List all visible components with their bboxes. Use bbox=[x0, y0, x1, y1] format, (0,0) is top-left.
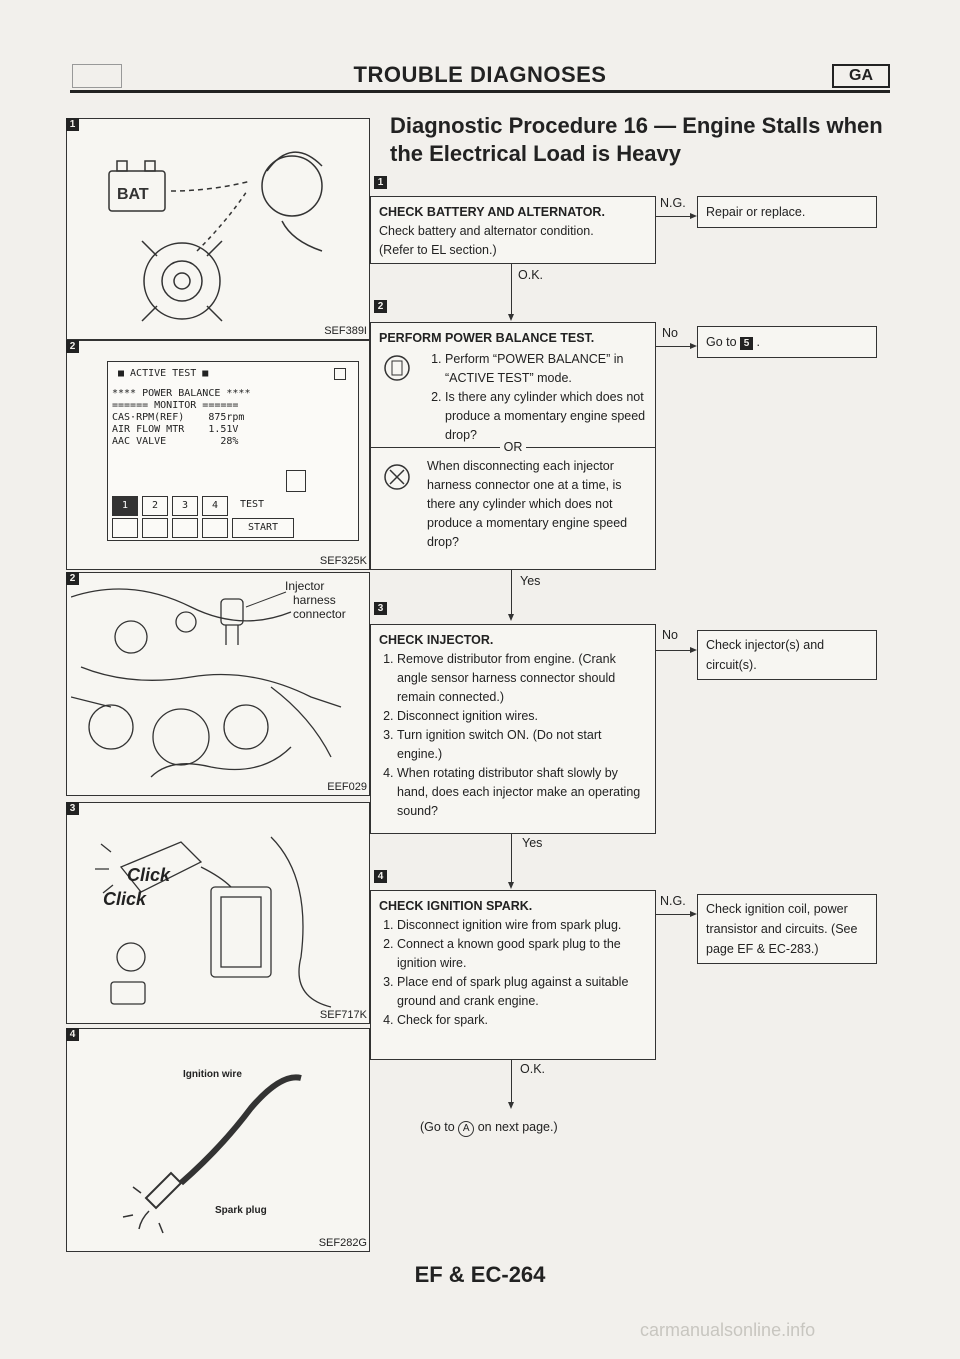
label-ignition-wire: Ignition wire bbox=[183, 1069, 242, 1080]
step2-box bbox=[370, 322, 656, 570]
figure-code: SEF325K bbox=[319, 555, 367, 567]
next-prefix: (Go to bbox=[420, 1120, 455, 1134]
arrow-down bbox=[508, 314, 514, 321]
step3-heading: CHECK INJECTOR. bbox=[379, 633, 494, 647]
page-title: Diagnostic Procedure 16 — Engine Stalls when the Electrical Load is Heavy bbox=[390, 113, 883, 166]
arrow-right bbox=[690, 213, 697, 219]
section-badge: GA bbox=[832, 64, 890, 88]
next-ref-circle: A bbox=[458, 1121, 474, 1137]
svg-text:BAT: BAT bbox=[117, 186, 149, 203]
click-label-2: Click bbox=[103, 889, 147, 909]
key-4: 4 bbox=[202, 496, 228, 516]
distributor-illustration bbox=[71, 807, 361, 1017]
figure-code: EEF029 bbox=[327, 781, 367, 793]
step-number: 2 bbox=[374, 300, 387, 313]
page-number: EF & EC-264 bbox=[414, 1262, 546, 1287]
step2-alt: When disconnecting each injector harness connector one at a time, is there any cylinder which does not produce a momentary engine speed drop? bbox=[427, 459, 628, 549]
step-number: 4 bbox=[374, 870, 387, 883]
start-key: START bbox=[232, 518, 294, 538]
step3-result-box: Check injector(s) and circuit(s). bbox=[697, 630, 877, 680]
step4-ok-label: O.K. bbox=[520, 1062, 546, 1076]
arrow-right bbox=[690, 647, 697, 653]
connector-line bbox=[656, 914, 692, 915]
connector-line bbox=[511, 1060, 512, 1104]
key-3: 3 bbox=[172, 496, 198, 516]
screen-line: AIR FLOW MTR 1.51V bbox=[112, 424, 239, 435]
step2-item: 1. Perform “POWER BALANCE” in “ACTIVE TEST” mode. bbox=[445, 350, 647, 388]
step3-item: 2. Disconnect ignition wires. bbox=[397, 707, 647, 726]
click-label-1: Click bbox=[127, 865, 171, 885]
blank-key bbox=[112, 518, 138, 538]
step4-result-box: Check ignition coil, power transistor and circuits. (See page EF & EC-283.) bbox=[697, 894, 877, 964]
arrow-right bbox=[690, 911, 697, 917]
step3-no-label: No bbox=[662, 628, 678, 642]
next-page-note bbox=[420, 1120, 620, 1137]
step2-no-label: No bbox=[662, 326, 678, 340]
step1-line: (Refer to EL section.) bbox=[379, 243, 497, 257]
step4-heading: CHECK IGNITION SPARK. bbox=[379, 899, 533, 913]
figure-panel-5 bbox=[66, 1028, 370, 1252]
step1-heading: CHECK BATTERY AND ALTERNATOR. bbox=[379, 205, 605, 219]
step3-box bbox=[370, 624, 656, 834]
step2-result-prefix: Go to bbox=[706, 335, 737, 349]
blank-key bbox=[172, 518, 198, 538]
step-number: 3 bbox=[66, 802, 79, 815]
no-tools-icon bbox=[383, 463, 411, 491]
next-suffix: on next page.) bbox=[477, 1120, 558, 1134]
arrow-down bbox=[508, 614, 514, 621]
step3-item: 3. Turn ignition switch ON. (Do not start engine.) bbox=[397, 726, 647, 764]
step-number: 3 bbox=[374, 602, 387, 615]
screen-line: ====== MONITOR ====== bbox=[112, 400, 239, 411]
figure-panel-2 bbox=[66, 340, 370, 570]
step-number: 2 bbox=[66, 340, 79, 353]
step2-yes-label: Yes bbox=[520, 574, 541, 588]
key-1: 1 bbox=[112, 496, 138, 516]
arrow-down bbox=[508, 882, 514, 889]
step4-box bbox=[370, 890, 656, 1060]
consult-icon bbox=[383, 354, 411, 382]
figure-panel-4 bbox=[66, 802, 370, 1024]
arrow-right bbox=[690, 343, 697, 349]
step1-box bbox=[370, 196, 656, 264]
step-number: 4 bbox=[66, 1028, 79, 1041]
step1-ng-label: N.G. bbox=[660, 196, 686, 210]
test-key: TEST bbox=[239, 499, 265, 510]
step2-item: 2. Is there any cylinder which does not produce a momentary engine speed drop? bbox=[445, 388, 647, 445]
step4-ng-label: N.G. bbox=[660, 894, 686, 908]
step1-result-box: Repair or replace. bbox=[697, 196, 877, 228]
header-rule bbox=[70, 90, 890, 93]
watermark: carmanualsonline.info bbox=[640, 1320, 816, 1340]
step-number: 2 bbox=[66, 572, 79, 585]
step1-ok-label: O.K. bbox=[518, 268, 544, 282]
connector-line bbox=[656, 650, 692, 651]
figure-panel-3 bbox=[66, 572, 370, 796]
consult-screen bbox=[107, 361, 359, 541]
step-number: 1 bbox=[66, 118, 79, 131]
step1-line: Check battery and alternator condition. bbox=[379, 224, 594, 238]
screen-line: **** POWER BALANCE **** bbox=[112, 388, 251, 399]
step4-item: 4. Check for spark. bbox=[397, 1011, 647, 1030]
step3-yes-label: Yes bbox=[522, 836, 543, 850]
step-number: 5 bbox=[740, 337, 753, 350]
arrow-down bbox=[508, 1102, 514, 1109]
label-connector: connector bbox=[293, 607, 346, 621]
step-number: 1 bbox=[374, 176, 387, 189]
key-2: 2 bbox=[142, 496, 168, 516]
or-label: OR bbox=[500, 440, 527, 454]
header-title: TROUBLE DIAGNOSES bbox=[353, 62, 607, 87]
connector-line bbox=[656, 216, 692, 217]
step4-item: 2. Connect a known good spark plug to the ignition wire. bbox=[397, 935, 647, 973]
step2-heading: PERFORM POWER BALANCE TEST. bbox=[379, 331, 595, 345]
figure-code: SEF282G bbox=[318, 1237, 367, 1249]
blank-key bbox=[202, 518, 228, 538]
connector-line bbox=[511, 264, 512, 314]
corner-mark bbox=[72, 64, 122, 88]
label-injector: Injector bbox=[285, 579, 325, 593]
screen-title: ■ ACTIVE TEST ■ bbox=[118, 368, 209, 379]
battery-alternator-illustration bbox=[87, 131, 357, 331]
figure-code: SEF389I bbox=[324, 325, 367, 337]
step3-item: 1. Remove distributor from engine. (Crank angle sensor harness connector should remain connected.) bbox=[397, 650, 647, 707]
step4-item: 1. Disconnect ignition wire from spark plug. bbox=[397, 916, 647, 935]
step2-result-suffix: . bbox=[756, 335, 761, 349]
step3-item: 4. When rotating distributor shaft slowly by hand, does each injector make an operating sound? bbox=[397, 764, 647, 821]
figure-code: SEF717K bbox=[319, 1009, 367, 1021]
screen-checkbox bbox=[334, 368, 346, 380]
label-harness: harness bbox=[293, 593, 336, 607]
screen-line: CAS·RPM(REF) 875rpm bbox=[112, 412, 245, 423]
figure-panel-1 bbox=[66, 118, 370, 340]
step2-result-box bbox=[697, 326, 877, 358]
connector-line bbox=[656, 346, 692, 347]
blank-key bbox=[142, 518, 168, 538]
connector-line bbox=[511, 570, 512, 616]
screen-line: AAC VALVE 28% bbox=[112, 436, 239, 447]
label-spark-plug: Spark plug bbox=[215, 1205, 267, 1216]
connector-line bbox=[511, 834, 512, 884]
cursor-indicator bbox=[286, 470, 306, 492]
step4-item: 3. Place end of spark plug against a suitable ground and crank engine. bbox=[397, 973, 647, 1011]
